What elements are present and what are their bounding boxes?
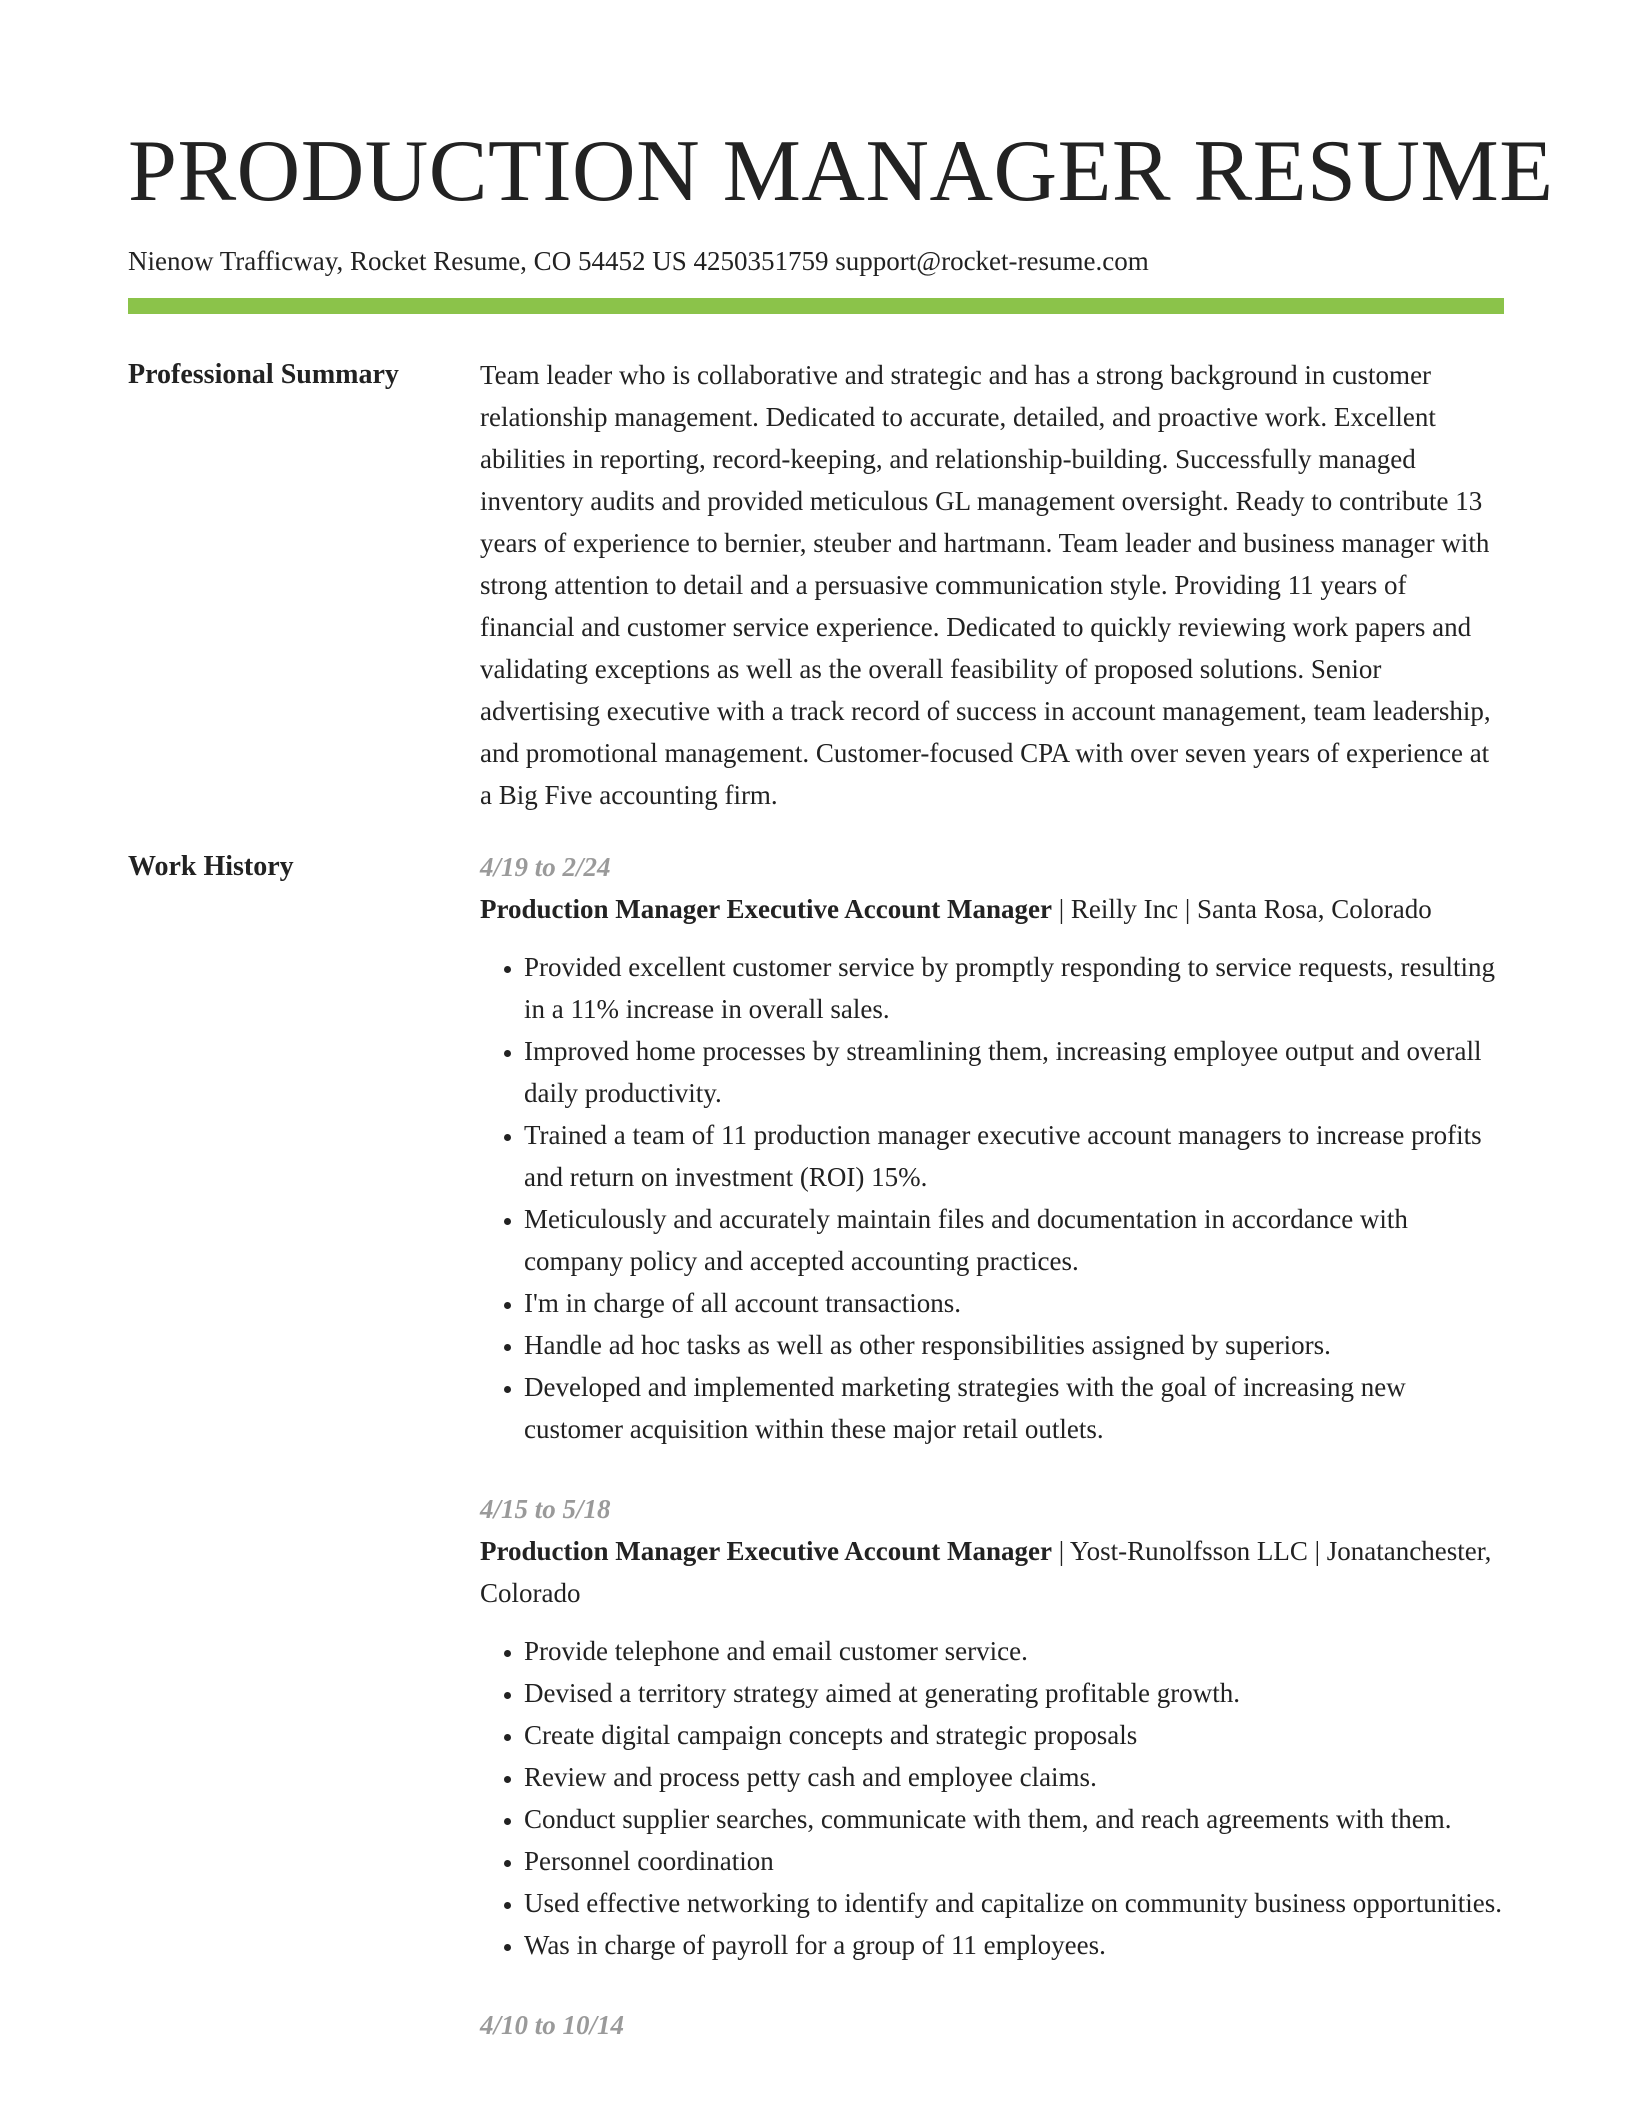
job-bullet: • Provided excellent customer service by promptly responding to service requests, resulting in a 11% increase in overall sales. <box>524 946 1504 1030</box>
job-dates: 4/10 to 10/14 <box>480 2010 625 2040</box>
professional-summary-section <box>128 354 1504 816</box>
job-company-location: | Reilly Inc | Santa Rosa, Colorado <box>1051 894 1432 924</box>
job-bullet: • Provide telephone and email customer service. <box>524 1630 1504 1672</box>
job-dates: 4/15 to 5/18 <box>480 1494 611 1524</box>
job-bullet-list <box>480 946 1504 1450</box>
work-history-body <box>480 846 1504 2084</box>
resume-page <box>128 0 1554 2084</box>
summary-body <box>480 354 1504 816</box>
job-bullet: • I'm in charge of all account transactions. <box>524 1282 1504 1324</box>
job-entry <box>480 2004 1504 2046</box>
work-history-section <box>128 846 1504 2084</box>
accent-divider <box>128 298 1504 314</box>
job-bullet: • Devised a territory strategy aimed at generating profitable growth. <box>524 1672 1504 1714</box>
job-bullet-list <box>480 1630 1504 1966</box>
section-title-summary: Professional Summary <box>128 359 399 390</box>
job-bullet: • Developed and implemented marketing strategies with the goal of increasing new customer acquisition within these major retail outlets. <box>524 1366 1504 1450</box>
job-bullet: • Improved home processes by streamlining them, increasing employee output and overall daily productivity. <box>524 1030 1504 1114</box>
job-title: Production Manager Executive Account Manager <box>480 1536 1052 1566</box>
job-entry <box>480 1488 1504 1966</box>
contact-line: Nienow Trafficway, Rocket Resume, CO 54452 US 4250351759 support@rocket-resume.com <box>128 246 1149 276</box>
job-bullet: • Was in charge of payroll for a group of 11 employees. <box>524 1924 1504 1966</box>
section-title-work-history: Work History <box>128 851 294 882</box>
job-bullet: • Create digital campaign concepts and strategic proposals <box>524 1714 1504 1756</box>
job-bullet: • Review and process petty cash and employee claims. <box>524 1756 1504 1798</box>
job-bullet: • Handle ad hoc tasks as well as other responsibilities assigned by superiors. <box>524 1324 1504 1366</box>
job-bullet: • Meticulously and accurately maintain files and documentation in accordance with company policy and accepted accounting practices. <box>524 1198 1504 1282</box>
job-bullet: • Trained a team of 11 production manager executive account managers to increase profits and return on investment (ROI) 15%. <box>524 1114 1504 1198</box>
job-heading <box>480 888 1504 930</box>
job-title: Production Manager Executive Account Manager <box>480 894 1052 924</box>
job-company-location: | Yost-Runolfsson LLC | Jonatanchester, Colorado <box>480 1536 1492 1608</box>
summary-text: Team leader who is collaborative and strategic and has a strong background in customer relationship management. Dedicated to accurate, detailed, and proactive work. Excellent abilities in reporting, record-keeping, and relationship-building. Successfully managed inventory audits and provided meticulous GL management oversight. Ready to contribute 13 years of experience to bernier, steuber and hartmann. Team leader and business manager with strong attention to detail and a persuasive communication style. Providing 11 years of financial and customer service experience. Dedicated to quickly reviewing work papers and validating exceptions as well as the overall feasibility of proposed solutions. Senior advertising executive with a track record of success in account management, team leadership, and promotional management. Customer-focused CPA with over seven years of experience at a Big Five accounting firm. <box>480 360 1491 810</box>
job-heading <box>480 1530 1504 1614</box>
job-entry <box>480 846 1504 1450</box>
resume-title: PRODUCTION MANAGER RESUME <box>128 123 1554 220</box>
job-bullet: • Used effective networking to identify and capitalize on community business opportunities. <box>524 1882 1504 1924</box>
job-bullet: • Personnel coordination <box>524 1840 1504 1882</box>
job-bullet: • Conduct supplier searches, communicate with them, and reach agreements with them. <box>524 1798 1504 1840</box>
job-dates: 4/19 to 2/24 <box>480 852 611 882</box>
